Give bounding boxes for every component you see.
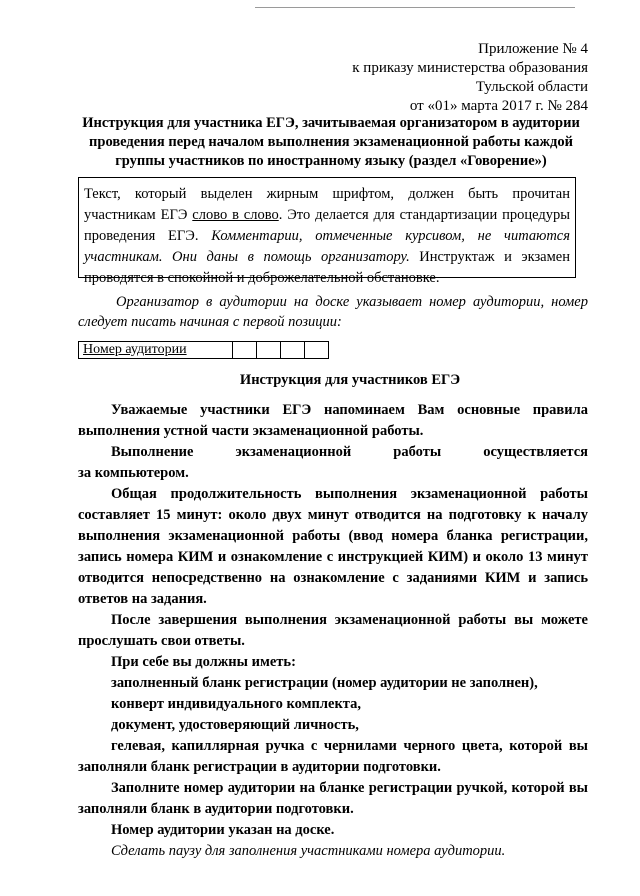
order-reference: к приказу министерства образования [352, 60, 588, 76]
instructions-body [78, 400, 588, 862]
list-item: гелевая, капиллярная ручка с чернилами черного цвета, которой вы заполняли бланк регистрации в аудитории подготовки. [78, 738, 588, 775]
instructions-heading: Инструкция для участников ЕГЭ [239, 372, 461, 388]
order-date: от «01» марта 2017 г. № 284 [409, 98, 588, 114]
document-header [352, 40, 588, 116]
room-number-cell [281, 342, 305, 359]
paragraph: Выполнение экзаменационной работы осуществляется [111, 444, 588, 460]
reading-rules-box [78, 177, 576, 286]
scan-top-rule [255, 7, 575, 8]
room-number-cell [305, 342, 329, 359]
box-text-1: Текст, который выделен жирным шрифтом, должен быть прочитан участникам ЕГЭ [84, 186, 570, 223]
paragraph: После завершения выполнения экзаменационной работы вы можете прослушать свои ответы. [78, 612, 588, 649]
appendix-number: Приложение № 4 [478, 41, 588, 57]
room-number-grid [78, 341, 329, 359]
room-number-cell [257, 342, 281, 359]
paragraph: Общая продолжительность выполнения экзаменационной работы составляет 15 минут: около двух минут отводится на подготовку к началу выполнения экзаменационной работы (ввод номера бланка регистрации, запись номера КИМ и ознакомление с инструкцией КИМ) и около 13 минут отводится непосредственно на ознакомление с заданиями КИМ и запись ответов на задания. [78, 486, 588, 607]
paragraph: Номер аудитории указан на доске. [111, 822, 335, 838]
document-title: Инструкция для участника ЕГЭ, зачитываемая организатором в аудитории проведения перед началом выполнения экзаменационной работы каждой группы участников по иностранному языку (раздел «Говорение») [82, 115, 580, 169]
room-number-cell [233, 342, 257, 359]
paragraph: Заполните номер аудитории на бланке регистрации ручкой, которой вы заполняли бланк в аудитории подготовки. [78, 780, 588, 817]
list-item: заполненный бланк регистрации (номер аудитории не заполнен), [111, 675, 538, 691]
paragraph: Уважаемые участники ЕГЭ напоминаем Вам основные правила выполнения устной части экзаменационной работы. [78, 402, 588, 439]
organizer-note: Организатор в аудитории на доске указывает номер аудитории, номер следует писать начиная с первой позиции: [78, 294, 588, 330]
list-heading: При себе вы должны иметь: [111, 654, 296, 670]
list-item: конверт индивидуального комплекта, [111, 696, 361, 712]
paragraph: за компьютером. [78, 465, 189, 481]
box-italic-comment: Комментарии, отмеченные курсивом, не читаются участникам. Они даны в помощь организатору. [84, 228, 570, 265]
box-text-3: Инструктаж и экзамен проводятся в спокойной и доброжелательной обстановке. [84, 249, 570, 286]
italic-comment: Сделать паузу для заполнения участниками номера аудитории. [111, 843, 506, 859]
box-text-2: . Это делается для стандартизации процедуры проведения ЕГЭ. [84, 207, 570, 244]
box-underlined-text: слово в слово [192, 207, 279, 223]
room-number-label: Номер аудитории [79, 342, 233, 359]
region-name: Тульской области [475, 79, 588, 95]
list-item: документ, удостоверяющий личность, [111, 717, 359, 733]
